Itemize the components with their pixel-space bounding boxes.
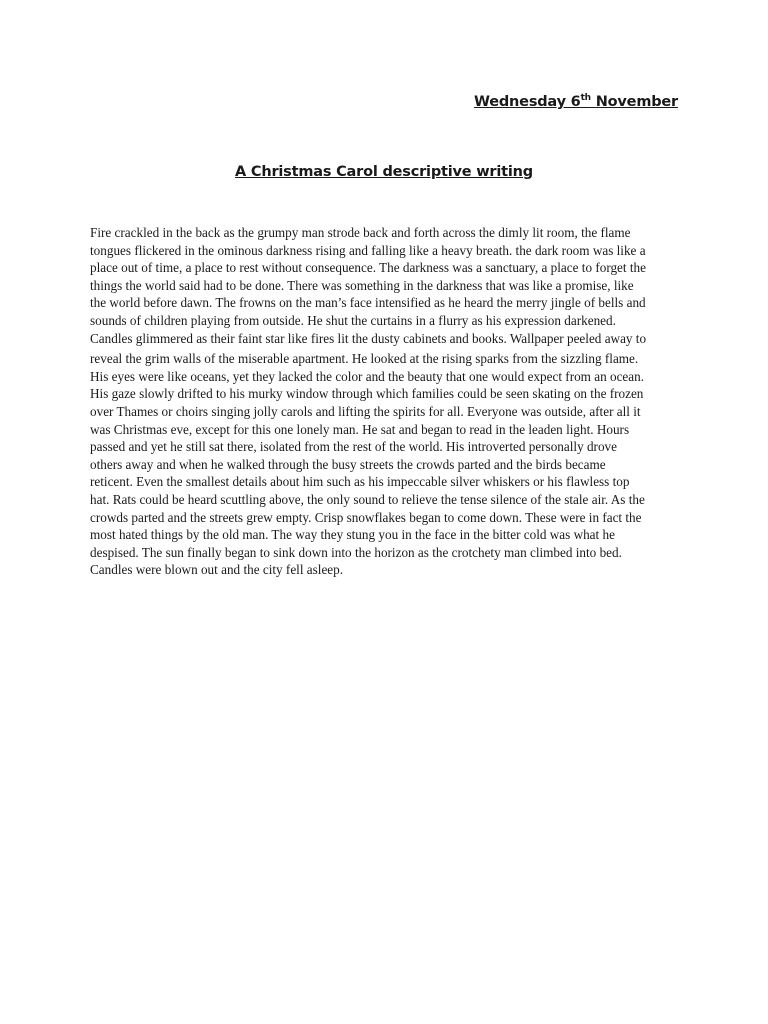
text-line: reticent. Even the smallest details about him such as his impeccable silver whiskers or his flawless top (90, 474, 630, 490)
text-line: Candles glimmered as their faint star like fires lit the dusty cabinets and books. Wallpaper peeled away to (90, 330, 647, 346)
date-day: Wednesday 6 (473, 94, 581, 110)
text-line: over Thames or choirs singing jolly carols and lifting the spirits for all. Everyone was outside, after all it (90, 403, 641, 419)
text-line: others away and when he walked through the busy streets the crowds parted and the birds became (90, 456, 606, 472)
text-line: the world before dawn. The frowns on the man’s face intensified as he heard the merry jingle of bells and (90, 295, 646, 311)
text-line: sounds of children playing from outside. He shut the curtains in a flurry as his expression darkened. (90, 312, 616, 328)
text-line: Fire crackled in the back as the grumpy man strode back and forth across the dimly lit room, the flame (90, 225, 631, 240)
text-line: reveal the grim walls of the miserable apartment. He looked at the rising sparks from the sizzling flame. (90, 351, 639, 367)
document-title: A Christmas Carol descriptive writing (235, 164, 533, 180)
date-month: November (595, 94, 678, 110)
text-line: His eyes were like oceans, yet they lacked the color and the beauty that one would expect from an ocean. (90, 368, 645, 384)
text-line: place out of time, a place to rest without consequence. The darkness was a sanctuary, a place to forget the (90, 260, 646, 276)
text-line: passed and yet he still sat there, isolated from the rest of the world. His introverted personally drove (90, 439, 617, 455)
text-line: despised. The sun finally began to sink down into the horizon as the crotchety man climbed into bed. (90, 544, 622, 560)
text-line: things the world said had to be done. There was something in the darkness that was like a promise, like (90, 277, 634, 293)
date-ordinal-suffix: th (580, 93, 591, 103)
text-line: hat. Rats could be heard scuttling above, the only sound to relieve the tense silence of the stale air. As the (90, 491, 645, 507)
text-line: tongues flickered in the ominous darkness rising and falling like a heavy breath. the dark room was like a (90, 242, 646, 258)
text-line: His gaze slowly drifted to his murky window through which families could be seen skating on the frozen (90, 386, 644, 402)
text-line: Candles were blown out and the city fell asleep. (90, 562, 344, 578)
text-line: most hated things by the old man. The way they stung you in the face in the bitter cold was what he (90, 527, 615, 543)
body-paragraph (90, 224, 686, 579)
text-line: was Christmas eve, except for this one lonely man. He sat and began to read in the leaden light. Hours (90, 421, 630, 437)
text-line: crowds parted and the streets grew empty. Crisp snowflakes began to come down. These were in fact the (90, 509, 642, 525)
document-date (474, 94, 678, 110)
